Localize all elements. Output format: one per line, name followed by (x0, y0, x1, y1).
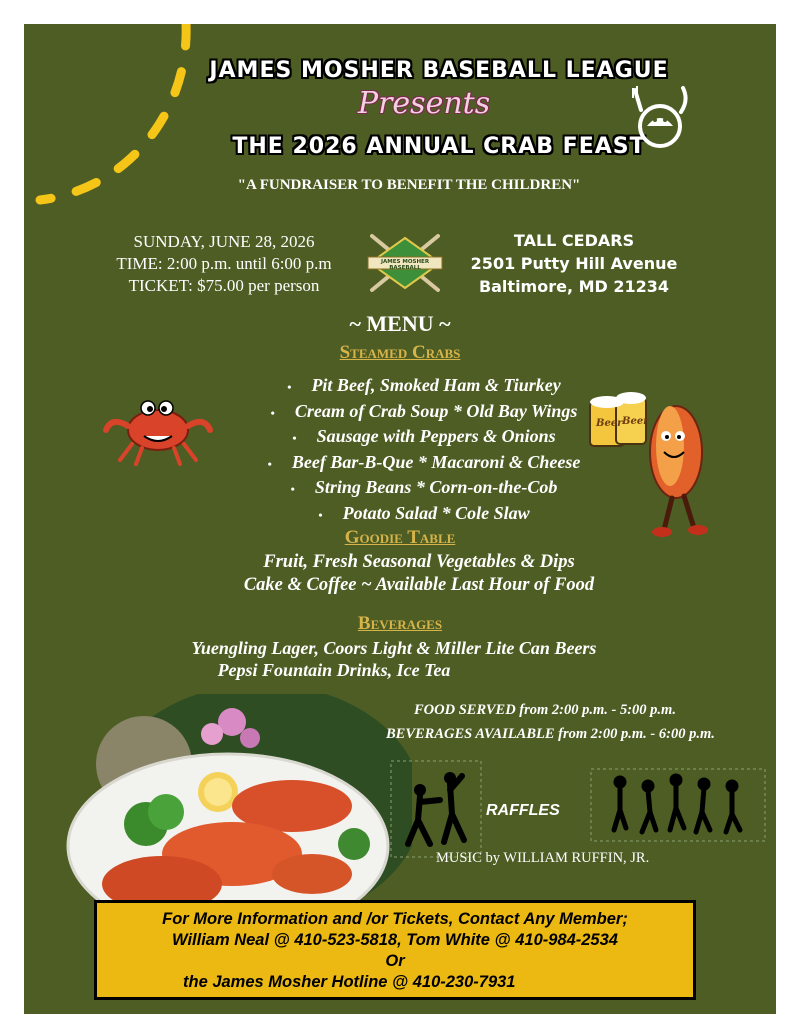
flyer (24, 24, 776, 1014)
contact-line: Or (385, 952, 405, 970)
mug-label: Beer (596, 418, 623, 429)
beverage-lines (164, 637, 624, 681)
dancers-group-icon (590, 768, 766, 842)
crab-plate-icon (629, 82, 691, 152)
goodie-line: Fruit, Fresh Seasonal Vegetables & Dips (263, 552, 575, 572)
league-title: JAMES MOSHER BASEBALL LEAGUE (209, 58, 669, 83)
menu-item: • String Beans * Corn-on-the-Cob (290, 477, 558, 497)
menu-list (254, 374, 594, 527)
hotdog-beer-mascot-icon (584, 390, 724, 542)
menu-item: • Pit Beef, Smoked Ham & Tiurkey (287, 375, 561, 395)
mug-label: Beer (622, 416, 649, 427)
goodie-table-heading: Goodie Table (344, 527, 456, 548)
steamed-crabs-heading: Steamed Crabs (339, 342, 461, 363)
menu-item: • Beef Bar-B-Que * Macaroni & Cheese (267, 451, 581, 472)
cartoon-crab-icon (102, 386, 214, 466)
venue-block (464, 229, 684, 298)
league-logo-text: JAMES MOSHER BASEBALL (380, 259, 430, 271)
venue-city: Baltimore, MD 21234 (478, 277, 670, 296)
menu-item: • Sausage with Peppers & Onions (292, 426, 556, 446)
raffles-text: RAFFLES (486, 802, 560, 819)
food-served-text: FOOD SERVED from 2:00 p.m. - 5:00 p.m. (414, 702, 676, 718)
venue-name: TALL CEDARS (513, 231, 635, 250)
venue-street: 2501 Putty Hill Avenue (470, 254, 678, 273)
contact-line: the James Mosher Hotline @ 410-230-7931 (183, 973, 516, 991)
beverage-line: Yuengling Lager, Coors Light & Miller Lite Can Beers (191, 638, 597, 658)
beverages-heading: Beverages (357, 613, 443, 634)
menu-item: • Potato Salad * Cole Slaw (318, 502, 530, 523)
contact-box (94, 900, 696, 1000)
event-title: THE 2026 ANNUAL CRAB FEAST (232, 134, 646, 159)
menu-title: ~ MENU ~ (349, 311, 451, 336)
menu-item: • Cream of Crab Soup * Old Bay Wings (270, 400, 578, 421)
beverage-line: Pepsi Fountain Drinks, Ice Tea (217, 660, 451, 680)
music-credit: MUSIC by WILLIAM RUFFIN, JR. (436, 850, 650, 866)
contact-line: For More Information and /or Tickets, Contact Any Member; (162, 910, 628, 928)
presents-text: Presents (357, 86, 491, 121)
dancing-couple-icon (390, 760, 482, 858)
goodie-line: Cake & Coffee ~ Available Last Hour of Food (243, 575, 595, 595)
tagline: "A FUNDRAISER TO BENEFIT THE CHILDREN" (237, 177, 581, 193)
dashed-arc-decoration (24, 24, 224, 224)
event-time: TIME: 2:00 p.m. until 6:00 p.m (116, 254, 332, 273)
goodie-table-lines (174, 551, 664, 597)
event-ticket: TICKET: $75.00 per person (128, 276, 320, 295)
contact-line: William Neal @ 410-523-5818, Tom White @ 410-984-2534 (172, 931, 618, 949)
beverages-available-text: BEVERAGES AVAILABLE from 2:00 p.m. - 6:00 p.m. (386, 726, 715, 742)
event-date: SUNDAY, JUNE 28, 2026 (133, 232, 315, 251)
event-details (84, 231, 364, 297)
